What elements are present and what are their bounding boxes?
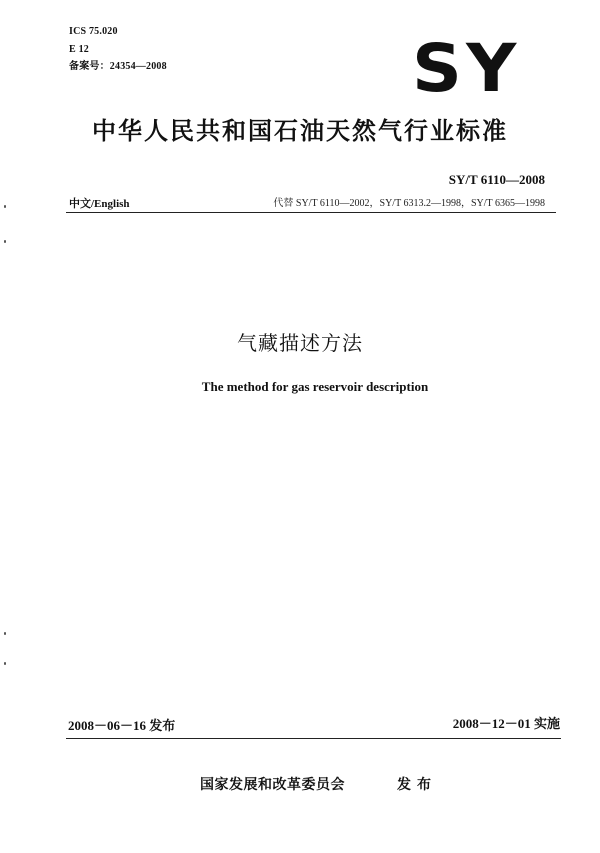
scan-speck bbox=[4, 662, 6, 665]
implement-date: 2008－12－01 实施 bbox=[452, 716, 560, 731]
title-english: The method for gas reservoir description bbox=[201, 379, 429, 394]
language-label: 中文/English bbox=[69, 198, 130, 210]
bottom-divider bbox=[66, 738, 561, 739]
standard-number: SY/T 6110—2008 bbox=[448, 172, 545, 187]
scan-speck bbox=[4, 240, 6, 243]
top-divider bbox=[66, 212, 556, 213]
ics-code: ICS 75.020 bbox=[69, 26, 118, 37]
publish-date: 2008－06－16 发布 bbox=[68, 718, 176, 733]
title-chinese: 气藏描述方法 bbox=[237, 331, 363, 355]
replaces-standards: 代替 SY/T 6110—2002，SY/T 6313.2—1998，SY/T 6365—1998 bbox=[273, 198, 545, 209]
scan-speck bbox=[4, 632, 6, 635]
sy-logo: SY bbox=[412, 30, 521, 107]
issuing-authority: 国家发展和改革委员会 bbox=[200, 777, 345, 793]
issuing-standard-category: 中华人民共和国石油天然气行业标准 bbox=[92, 117, 508, 145]
publish-label: 发布 bbox=[397, 777, 437, 793]
record-number: 备案号：24354—2008 bbox=[69, 61, 167, 72]
classification-code: E 12 bbox=[69, 44, 89, 55]
scan-speck bbox=[4, 205, 6, 208]
